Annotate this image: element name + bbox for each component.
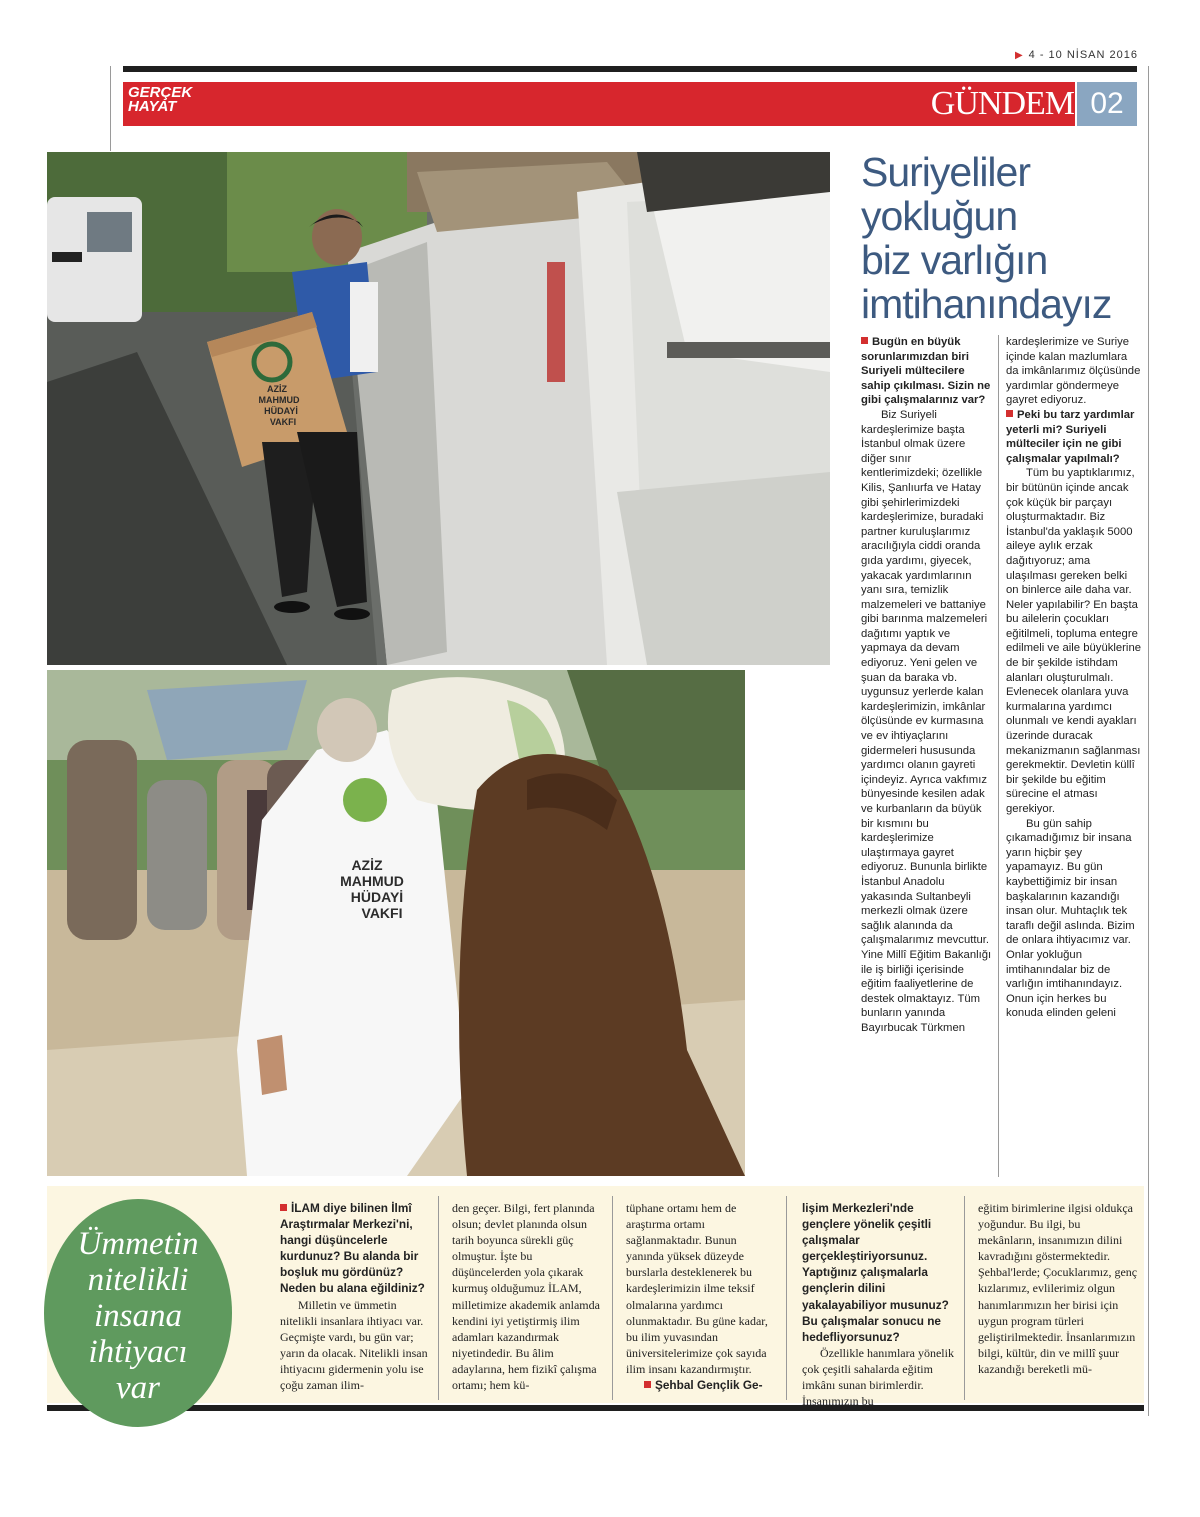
box-answer-3: tüphane ortamı hem de araştırma ortamı sağlanmaktadır. Bunun yanında yüksek düzeyde burslarla desteklenerek bu kardeşlerimizin ilme teksif olmalarına yardımcı olunmaktadır. Bu güne kadar, bu ilim yuvasından üniversitelerimize çok sayıda ilim insanı kazandırmıştır. (626, 1201, 768, 1376)
box-answer-2: den geçer. Bilgi, fert planında olsun; devlet planında olsun tarih boyunca sürekli güç olmuştur. İşte bu düşüncelerden yola çıkarak kurmuş olduğumuz İLAM, milletimize akademik anlamda kendini iyi yetiştirmiş ilim adamları kazandırmak niyetindedir. Bu âlim adaylarına, hem fizikî çalışma ortamı; hem kü- (452, 1201, 600, 1393)
box-divider-3 (786, 1196, 787, 1400)
article-headline (861, 150, 1151, 326)
section-title: GÜNDEM (930, 85, 1074, 122)
headline-line-2: yokluğun (861, 193, 1018, 239)
headline-line-4: imtihanındayız (861, 281, 1112, 327)
box-column-4 (802, 1200, 958, 1409)
box-question-2-start-text: Şehbal Gençlik Ge- (655, 1378, 763, 1393)
vest-label-line-4: VAKFI (361, 905, 403, 921)
box-label-line-1: AZİZ (267, 384, 287, 394)
pull-quote-line-1: Ümmetin (77, 1226, 199, 1262)
box-divider-2 (612, 1196, 613, 1400)
header-rule (123, 66, 1137, 72)
page-number: 02 (1077, 82, 1137, 126)
box-question-1 (280, 1200, 428, 1297)
article-column-1 (861, 335, 992, 1180)
answer-2: Tüm bu yaptıklarımız, bir bütünün içinde ancak çok küçük bir parçayı oluşturmaktadır. Biz İstanbul'da yaklaşık 5000 aileye aylık erzak dağıtıyoruz; ama ulaşılması gereken belki on binlerce aile daha var. Neler yapılabilir? En başta bu ailelerin çocukları eğitilmeli, topluma entegre edilmeli ve aile büyüklerine de bir şekilde istihdam alanları oluşturulmalı. Evlenecek olanlara yuva kurmalarına yardımcı olunmalı ve kendi ayakları üzerinde duracak mekanizmanın sağlanması gerekmektir. Devletin küllî bir şekilde bu eğitim sürecine el atması gerekiyor. (1006, 467, 1142, 815)
vest-label-line-2: MAHMUD (340, 873, 404, 889)
headline-line-3: biz varlığın (861, 237, 1048, 283)
triangle-icon: ▶ (1014, 50, 1024, 61)
box-label-line-3: HÜDAYİ (264, 406, 298, 416)
box-answer-1: Milletin ve ümmetin nitelikli insanlara ihtiyacı var. Geçmişte vardı, bu gün var; yarın da olacak. Nitelikli insan ihtiyacını gidermenin yolu ise çoğu zaman ilim- (280, 1297, 428, 1393)
box-question-2-continued: lişim Merkezleri'nde gençlere yönelik çeşitli çalışmalar gerçekleştiriyorsunuz. Yaptığınız çalışmalarla gençlerin dilini yakalayabiliyor musunuz? Bu çalışmalar sonucu ne hedefliyorsunuz? (802, 1201, 949, 1344)
box-answer-5: eğitim birimlerine ilgisi oldukça yoğundur. Bu ilgi, bu mekânların, insanımızın dilini kavradığını göstermektedir. Şehbal'lerde; Çocuklarımız, genç kızlarımız, evlilerimiz olgun hanımlarımızın her birisi için uygun program türleri geliştirilmektedir. İnsanlarımızın bilgi, kültür, din ve millî şuur kazandığı bereketli mü- (978, 1201, 1138, 1376)
issue-date-text: 4 - 10 NİSAN 2016 (1028, 49, 1138, 61)
box-column-5 (978, 1200, 1138, 1400)
answer-1: Biz Suriyeli kardeşlerimize başta İstanbul olmak üzere diğer sınır kentlerimizdeki; özellikle Kilis, Şanlıurfa ve Hatay gibi şehirlerimizdeki kardeşlerimize, buradaki partner kuruluşlarımız aracılığıyla ciddi oranda gıda yardımı, giyecek, yakacak yardımlarının yanı sıra, temizlik malzemeleri ve battaniye gibi barınma malzemeleri dağıtımı yaptık ve yapmaya da devam ediyoruz. Yeni gelen ve şuan da baraka vb. uygunsuz yerlerde kalan kardeşlerimizin, imkânlar ölçüsünde ev kurmasına ve ev ihtiyaçlarını gidermeleri hususunda yardımcı olanın gayreti içindeyiz. Ayrıca vakfımız bünyesinde kesilen adak ve kurbanların da büyük bir kısmını bu kardeşlerimize ulaştırmaya gayret ediyoruz. Bununla birlikte İstanbul Anadolu yakasında Sultanbeyli merkezli olmak üzere sağlık alanında da çalışmalarımız mevcuttur. Yine Millî Eğitim Bakanlığı ile iş birliği içerisinde eğitim faaliyetlerine de destek olmaktayız. Tüm bunların yanında Bayırbucak Türkmen (861, 408, 992, 1034)
photo-aid-delivery (47, 152, 830, 665)
headline-line-1: Suriyeliler (861, 149, 1030, 195)
box-question-2-start (626, 1377, 776, 1393)
box-column-3 (626, 1200, 776, 1400)
box-divider-4 (964, 1196, 965, 1400)
question-2 (1006, 408, 1142, 466)
logo-line-1: GERÇEK (128, 84, 193, 101)
vest-label-line-3: HÜDAYİ (350, 889, 404, 905)
article-column-2 (1006, 335, 1142, 1180)
photo-food-distribution (47, 670, 745, 1176)
newspaper-logo[interactable] (128, 84, 193, 122)
bullet-square-icon (644, 1381, 651, 1388)
answer-1-continued: kardeşlerimize ve Suriye içinde kalan mazlumlara da imkânlarımız ölçüsünde yardımlar göndermeye gayret ediyoruz. (1006, 336, 1141, 407)
box-divider-1 (438, 1196, 439, 1400)
box-answer-4: Özellikle hanımlara yönelik çok çeşitli sahalarda eğitim imkânı sunan birimlerdir. İnsanımızın bu (802, 1345, 954, 1409)
box-column-2 (452, 1200, 602, 1400)
bullet-square-icon (1006, 410, 1013, 417)
question-1 (861, 335, 992, 408)
box-label-line-2: MAHMUD (258, 395, 300, 405)
bullet-square-icon (861, 337, 868, 344)
pull-quote-line-5: var (116, 1370, 160, 1406)
pull-quote (58, 1226, 218, 1406)
pull-quote-line-2: nitelikli (87, 1262, 189, 1298)
pull-quote-line-4: ihtiyacı (88, 1334, 188, 1370)
box-label-line-4: VAKFI (269, 417, 297, 427)
answer-3: Bu gün sahip çıkamadığımız bir insana yarın hiçbir şey yapamayız. Bu gün kaybettiğimiz bir insan başkalarının kazandığı insan olur. Muhtaçlık tek taraflı değil aslında. Bizim de onlara ihtiyacımız var. Onlar yokluğun imtihanındalar biz de varlığın imtihanındayız. Onun için herkes bu konuda elinden geleni (1006, 817, 1135, 1020)
logo-line-2: HAYAT (128, 98, 177, 115)
box-column-1 (280, 1200, 428, 1400)
question-2-text: Peki bu tarz yardımlar yeterli mi? Suriyeli mülteciler için ne gibi çalışmalar yapılmalı? (1006, 408, 1135, 465)
vest-label-line-1: AZİZ (351, 857, 383, 873)
bullet-square-icon (280, 1204, 287, 1211)
pull-quote-line-3: insana (93, 1298, 182, 1334)
issue-date (1015, 49, 1138, 61)
question-1-text: Bugün en büyük sorunlarımızdan biri Suriyeli mültecilere sahip çıkılması. Sizin ne gibi çalışmalarınız var? (861, 336, 991, 407)
left-margin-line (110, 66, 111, 151)
column-divider (998, 335, 999, 1177)
box-question-1-text: İLAM diye bilinen İlmî Araştırmalar Merkezi'ni, hangi düşüncelerle kurdunuz? Bu alanda bir boşluk mu gördünüz? Neden bu alana eğildiniz? (280, 1201, 425, 1296)
